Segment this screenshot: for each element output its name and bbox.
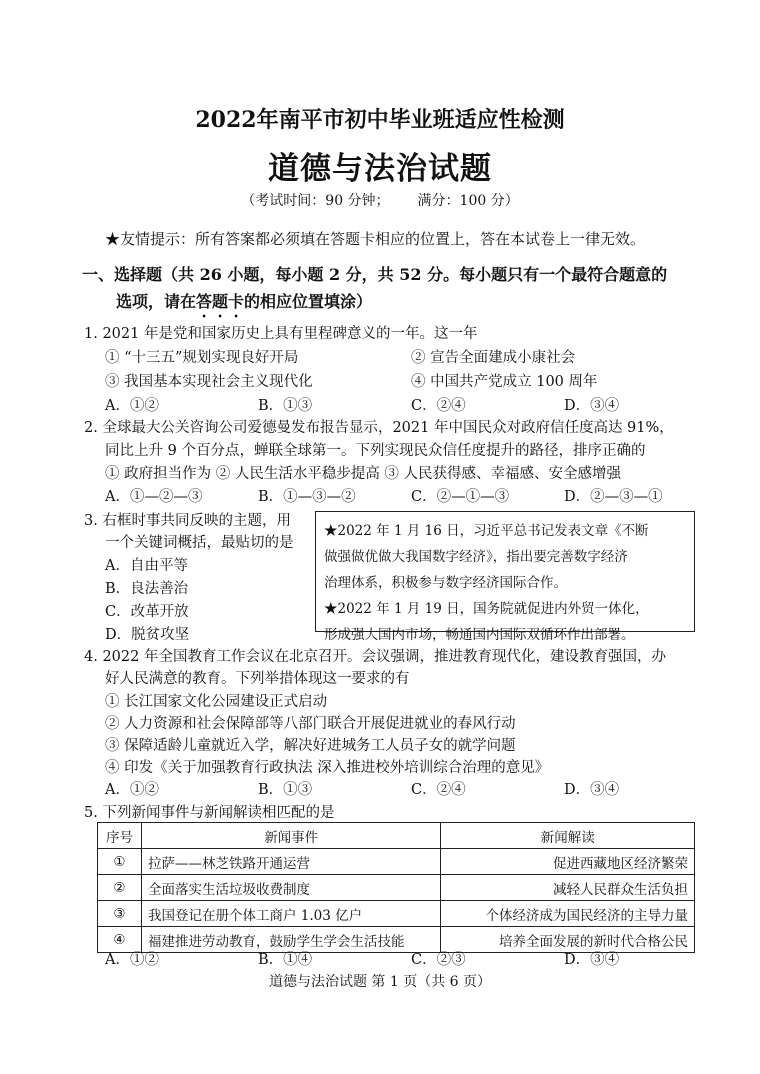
q5-option-b: B．①④ xyxy=(258,952,313,968)
q3-box-line: ★2022 年 1 月 19 日，国务院就促进内外贸一体化， xyxy=(324,601,649,617)
q2-stem-line2: 同比上升 9 个百分点，蝉联全球第一。下列实现民众信任度提升的路径，排序正确的 xyxy=(105,443,646,459)
table-header-row xyxy=(98,823,695,849)
table-cell: 培养全面发展的新时代合格公民 xyxy=(441,927,695,953)
q1-option-c: C．②④ xyxy=(411,398,466,414)
q2-option-b: B．①—③—② xyxy=(258,489,356,505)
table-cell: ② xyxy=(98,875,142,901)
table-cell: 拉萨——林芝铁路开通运营 xyxy=(141,849,440,875)
q1-item-2: ② 宣告全面建成小康社会 xyxy=(411,350,576,366)
table-row xyxy=(98,875,695,901)
q1-item-3: ③ 我国基本实现社会主义现代化 xyxy=(105,374,313,390)
q4-item-2: ② 人力资源和社会保障部等八部门联合开展促进就业的春风行动 xyxy=(105,716,516,732)
q4-option-c: C．②④ xyxy=(411,782,466,798)
q2-stem-line1: 2. 全球最大公关咨询公司爱德曼发布报告显示，2021 年中国民众对政府信任度高达 91%， xyxy=(84,420,674,436)
q3-option-a: A．自由平等 xyxy=(105,558,188,574)
q3-news-box xyxy=(315,511,695,643)
friendly-tip: ★友情提示：所有答案都必须填在答题卡相应的位置上，答在本试卷上一律无效。 xyxy=(105,230,646,248)
section-heading-line2 xyxy=(116,289,372,321)
table-cell: ① xyxy=(98,849,142,875)
q5-stem: 5. 下列新闻事件与新闻解读相匹配的是 xyxy=(84,805,335,821)
q1-option-d: D．③④ xyxy=(564,398,620,414)
q3-option-b: B．良法善治 xyxy=(105,581,189,597)
section-text-emphasis: 答题卡 xyxy=(196,292,245,311)
q5-option-a: A．①② xyxy=(105,952,159,968)
q5-option-c: C．②③ xyxy=(411,952,466,968)
subject-title: 道德与法治试题 xyxy=(268,151,492,187)
section-heading-line1: 一、选择题（共 26 小题，每小题 2 分，共 52 分。每小题只有一个最符合题意的 xyxy=(82,265,668,284)
q1-stem: 1. 2021 年是党和国家历史上具有里程碑意义的一年。这一年 xyxy=(84,326,478,342)
table-cell: 福建推进劳动教育，鼓励学生学会生活技能 xyxy=(141,927,440,953)
q4-option-a: A．①② xyxy=(105,782,159,798)
q1-item-1: ① “十三五”规划实现良好开局 xyxy=(105,350,299,366)
q3-stem-line2: 一个关键词概括，最贴切的是 xyxy=(105,535,294,551)
q4-option-b: B．①③ xyxy=(258,782,313,798)
table-cell: 我国登记在册个体工商户 1.03 亿户 xyxy=(141,901,440,927)
q3-box-line: 治理体系，积极参与数字经济国际合作。 xyxy=(324,575,567,591)
q4-stem-line1: 4. 2022 年全国教育工作会议在北京召开。会议强调，推进教育现代化，建设教育强国，办 xyxy=(84,649,666,665)
q4-item-3: ③ 保障适龄儿童就近入学，解决好进城务工人员子女的就学问题 xyxy=(105,738,516,754)
table-cell: 个体经济成为国民经济的主导力量 xyxy=(441,901,695,927)
q1-option-a: A．①② xyxy=(105,398,159,414)
q1-item-4: ④ 中国共产党成立 100 周年 xyxy=(411,374,598,390)
q5-news-table xyxy=(97,822,695,953)
table-row xyxy=(98,901,695,927)
q2-items: ① 政府担当作为 ② 人民生活水平稳步提高 ③ 人民获得感、幸福感、安全感增强 xyxy=(105,466,622,482)
column-header: 新闻事件 xyxy=(141,823,440,849)
q2-option-d: D．②—③—① xyxy=(564,489,663,505)
q3-box-line: 形成强大国内市场，畅通国内国际双循环作出部署。 xyxy=(324,627,635,643)
table-row xyxy=(98,849,695,875)
table-cell: 促进西藏地区经济繁荣 xyxy=(441,849,695,875)
exam-score: 满分：100 分） xyxy=(417,193,519,209)
q2-option-c: C．②—①—③ xyxy=(411,489,510,505)
q3-option-c: C．改革开放 xyxy=(105,604,189,620)
q5-option-d: D．③④ xyxy=(564,952,620,968)
column-header: 新闻解读 xyxy=(441,823,695,849)
table-cell: 减轻人民群众生活负担 xyxy=(441,875,695,901)
table-cell: 全面落实生活垃圾收费制度 xyxy=(141,875,440,901)
q3-box-line: ★2022 年 1 月 16 日，习近平总书记发表文章《不断 xyxy=(324,523,649,539)
section-text-a: 选项，请在 xyxy=(116,292,197,311)
table-cell: ④ xyxy=(98,927,142,953)
q2-option-a: A．①—②—③ xyxy=(105,489,203,505)
exam-title: 2022年南平市初中毕业班适应性检测 xyxy=(195,107,565,133)
q3-stem-line1: 3. 右框时事共同反映的主题，用 xyxy=(84,513,291,529)
q4-item-1: ① 长江国家文化公园建设正式启动 xyxy=(105,694,328,710)
q3-box-line: 做强做优做大我国数字经济》，指出要完善数字经济 xyxy=(324,549,628,565)
exam-time: （考试时间：90 分钟； xyxy=(241,193,390,209)
exam-info xyxy=(0,190,760,210)
page-footer: 道德与法治试题 第 1 页（共 6 页） xyxy=(268,974,492,990)
q4-option-d: D．③④ xyxy=(564,782,620,798)
q4-item-4: ④ 印发《关于加强教育行政执法 深入推进校外培训综合治理的意见》 xyxy=(105,760,550,776)
q4-stem-line2: 好人民满意的教育。下列举措体现这一要求的有 xyxy=(105,671,410,687)
column-header: 序号 xyxy=(98,823,142,849)
table-cell: ③ xyxy=(98,901,142,927)
q3-option-d: D．脱贫攻坚 xyxy=(105,627,190,643)
section-text-b: 的相应位置填涂） xyxy=(244,292,373,311)
q1-option-b: B．①③ xyxy=(258,398,313,414)
